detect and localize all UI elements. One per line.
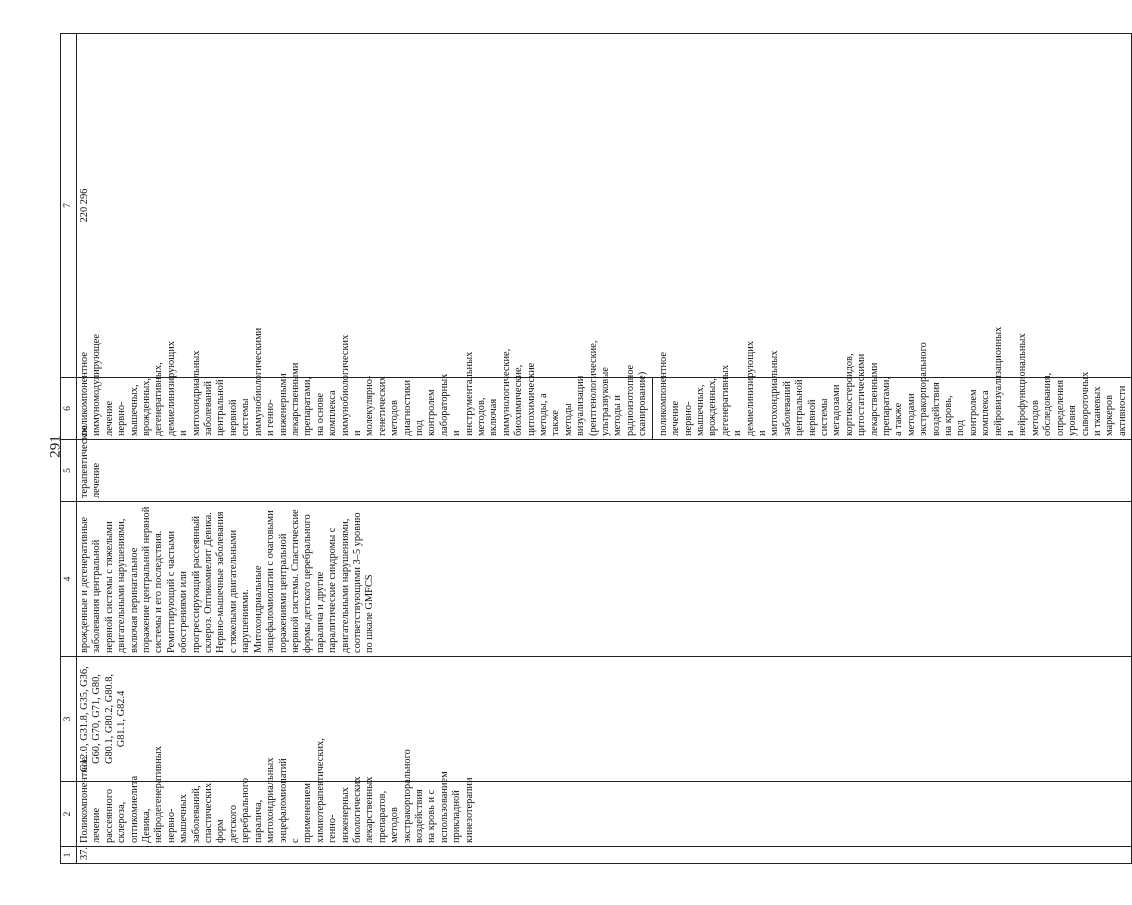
row-treatment-type: терапевтическое лечение	[77, 440, 1132, 502]
header-col-7: 7	[61, 34, 77, 378]
header-col-6: 6	[61, 378, 77, 440]
header-col-4: 4	[61, 502, 77, 657]
row-name: Поликомпонентное лечение рассеянного склероза, оптикомиелита Девика, нейродегенеративных нервно-мышечных заболеваний, спастических форм детского церебрального паралича, митохондриальных энцефаломиопатий с применением химиотерапевтических, генно-инженерных биологических лекарственных препаратов, методов экстракорпорального воздействия на кровь и с использованием прикладной кинезотерапии	[77, 782, 1132, 847]
table-row	[77, 34, 1132, 864]
row-method-1: поликомпонентное иммуномодулирующее лечение нервно-мышечных, врожденных, дегенеративных, демиелинизирующих и митохондриальных заболеваний центральной нервной системы иммунобиологическими и генно-инженерными лекарственными препаратами, на основе комплекса иммунобиологических и молекулярно-генетических методов диагностики под контролем лабораторных и инструментальных методов, включая иммунологические, биохимические, цитохимические методы, а также методы визуализации (рентгенологические, ультразвуковые методы и радиоизотопное сканирование)	[77, 378, 653, 439]
treatment-table	[60, 33, 1132, 864]
row-methods	[77, 326, 1132, 440]
row-number: 37.	[77, 847, 1132, 864]
row-patient-model: врожденные и дегенеративные заболевания центральной нервной системы с тяжелыми двигательными нарушениями, включая перинатальное поражение центральной нервной системы и его последствия. Ремиттирующий с частыми обострениями или прогрессирующий рассеянный склероз. Оптикомиелит Девика. Нервно-мышечные заболевания с тяжелыми двигательными нарушениями. Митохондриальные энцефаломиопатии с очаговыми поражениями центральной нервной системы. Спастические формы детского церебрального паралича и другие паралитические синдромы с двигательными нарушениями, соответствующими 3–5 уровню по шкале GMFCS	[77, 502, 1132, 657]
row-method-2: поликомпонентное лечение нервно-мышечных, врожденных, дегенеративных и демиелинизирующих и митохондриальных заболеваний центральной нервной системы мегадозами кортикостероидов, цитостатическими лекарственными препаратами, а также методами экстракорпорального воздействия на кровь, под контролем комплекса нейровизуализационных и нейрофункциональных методов обследования, определения уровня сывороточных и тканевых маркеров активности	[657, 326, 1128, 436]
header-col-2: 2	[61, 782, 77, 847]
header-col-3: 3	[61, 657, 77, 782]
page-number: 291	[47, 435, 64, 458]
header-col-5: 5	[61, 440, 77, 502]
rotated-page	[60, 34, 1128, 864]
row-mkb-codes: G12.0, G31.8, G35, G36, G60, G70, G71, G80, G80.1, G80.2, G80.8, G81.1, G82.4	[77, 657, 1132, 782]
row-norm: 220 296	[77, 34, 1132, 378]
table-area	[60, 34, 1128, 864]
header-row	[61, 34, 77, 864]
header-col-1: 1	[61, 847, 77, 864]
